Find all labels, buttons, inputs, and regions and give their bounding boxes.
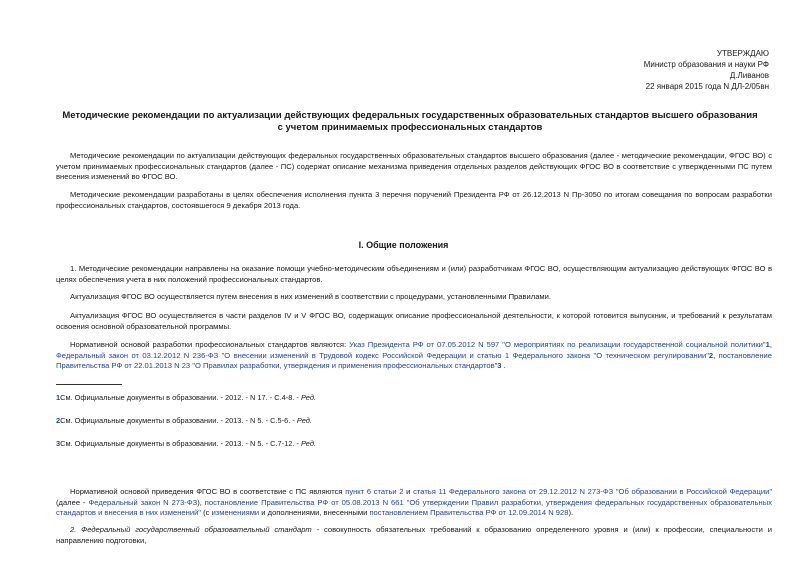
footnote-ref-2[interactable]: 2 — [708, 350, 714, 360]
footnote-number: 2 — [56, 416, 61, 425]
footnote-text: См. Официальные документы в образовании. - 2012. - N 17. - С.4-8. - — [60, 393, 301, 402]
definition-text: - совокупность обязательных требований к образованию определенного уровня и (или) к профессии, специальности и направлению подготовки, — [56, 525, 772, 545]
footnote-number: 3 — [56, 439, 61, 448]
footnote-editor-mark: Ред. — [300, 393, 316, 402]
law-273-article-11-link[interactable]: статья 11 Федерального закона от 29.12.2012 N 273-ФЗ "Об образовании в Российской Федерации" — [413, 487, 773, 496]
footnote-divider — [56, 384, 122, 385]
footnote-ref-1[interactable]: 1 — [765, 340, 770, 349]
law-article-2-link[interactable]: пункт 6 статьи 2 — [345, 487, 404, 496]
footnote-1 — [56, 393, 316, 402]
footnote-3 — [56, 439, 316, 448]
paragraph-text: ), — [197, 497, 205, 507]
footnote-text: См. Официальные документы в образовании. - 2013. - N 5. - С.7-12. - — [60, 439, 301, 448]
section-heading: I. Общие положения — [358, 240, 449, 250]
paragraph-text: (с — [201, 508, 212, 517]
defined-term: 2. Федеральный государственный образовательный стандарт — [70, 525, 312, 534]
lower-paragraph-2 — [56, 525, 772, 546]
paragraph-text: и — [403, 487, 414, 496]
amendments-link[interactable]: изменениями — [211, 508, 260, 517]
resolution-928-link[interactable]: постановлением Правительства РФ от 12.09.2014 N 928 — [369, 508, 569, 517]
federal-law-236-link[interactable]: Федеральный закон от 03.12.2012 N 236-ФЗ "О внесении изменений в Трудовой кодекс Российской Федерации и статью 1 Федерального закона "О техническом регулировании" — [56, 350, 709, 360]
approval-date: 22 января 2015 года N ДЛ-2/05вн — [645, 82, 769, 91]
footnote-editor-mark: Ред. — [296, 416, 312, 425]
footnote-ref-3[interactable]: 3 — [497, 361, 502, 370]
intro-paragraph-1: Методические рекомендации по актуализации действующих федеральных государственных образовательных стандартов высшего образования (далее - методические рекомендации, ФГОС ВО) с учетом принимаемых профессиональных стандартов (далее - ПС) содержат описание механизма приведения отдельных разделов действующих ФГОС ВО в соответствие с утвержденными ПС путем внесения изменений во ФГОС ВО. — [56, 151, 772, 181]
paragraph-text: (далее - — [56, 497, 89, 507]
separator-text: , — [769, 340, 772, 349]
footnote-2 — [56, 416, 312, 425]
document-title: Методические рекомендации по актуализации действующих федеральных государственных образовательных стандартов высшего образования с учетом принимаемых профессиональных стандартов — [62, 110, 758, 133]
intro-paragraph-2: Методические рекомендации разработаны в целях обеспечения исполнения пункта 3 перечня поручений Президента РФ от 26.12.2013 N Пр-3050 по итогам совещания по вопросам разработки профессиональных стандартов, состоявшегося 9 декабря 2013 года. — [56, 190, 772, 210]
section-paragraph-2: Актуализация ФГОС ВО осуществляется путем внесения в них изменений в соответствии с процедурами, установленными Правилами. — [70, 292, 551, 301]
paragraph-end-text: ). — [568, 508, 574, 517]
section-paragraph-1: 1. Методические рекомендации направлены на оказание помощи учебно-методическим объединениям и (или) разработчикам ФГОС ВО, осуществляющим актуализацию действующих ФГОС ВО в целях обеспечения учета в них положений профессиональных стандартов. — [56, 264, 772, 284]
approval-block — [644, 48, 769, 92]
paragraph-text: Нормативной основой разработки профессиональных стандартов являются: — [70, 340, 350, 349]
separator-text: , — [713, 350, 719, 360]
paragraph-end-text: . — [501, 361, 506, 370]
section-paragraph-3: Актуализация ФГОС ВО осуществляется в части разделов IV и V ФГОС ВО, содержащих описание профессиональной деятельности, к которой готовится выпускник, и требований к результатам освоения основной образовательной программы. — [56, 311, 772, 331]
footnote-text: См. Официальные документы в образовании. - 2013. - N 5. - С.5-6. - — [60, 416, 297, 425]
approval-signatory: Д.Ливанов — [729, 71, 769, 80]
resolution-661-link[interactable]: постановление Правительства РФ от 05.08.2013 N 661 "Об утверждении Правил разработки, утверждения федеральных государственных образовательных стандартов и внесения в них изменений" — [56, 497, 772, 517]
decree-597-link[interactable]: Указ Президента РФ от 07.05.2012 N 597 "О мероприятиях по реализации государственной социальной политики" — [349, 340, 766, 349]
section-paragraph-4 — [56, 340, 772, 372]
approval-position: Министр образования и науки РФ — [643, 60, 769, 69]
footnote-editor-mark: Ред. — [300, 439, 316, 448]
paragraph-text: и дополнениями, внесенными — [259, 508, 370, 517]
paragraph-text: Нормативной основой приведения ФГОС ВО в соответствие с ПС являются — [70, 487, 346, 496]
footnote-number: 1 — [56, 393, 61, 402]
approval-heading: УТВЕРЖДАЮ — [716, 49, 769, 58]
resolution-23-link[interactable]: постановление Правительства РФ от 22.01.2013 N 23 "О Правилах разработки, утверждения и применения профессиональных стандартов" — [56, 350, 772, 370]
lower-paragraph-1 — [56, 487, 772, 519]
federal-law-273-link[interactable]: Федеральный закон N 273-ФЗ — [88, 497, 198, 507]
